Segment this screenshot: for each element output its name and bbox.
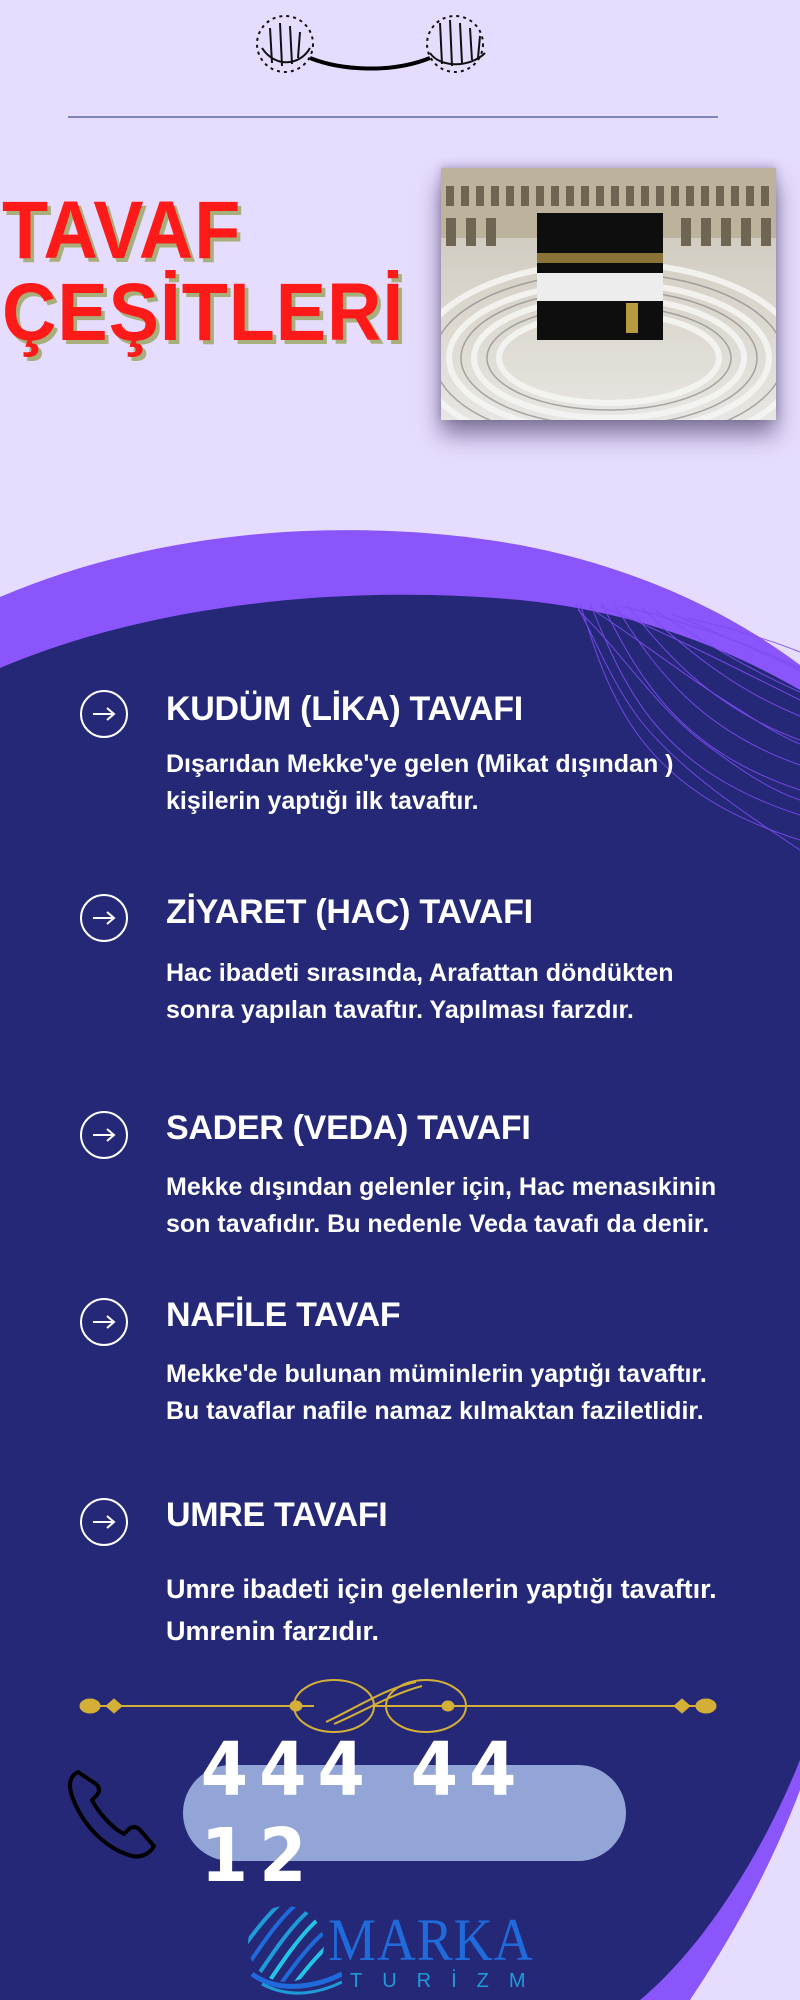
- phone-number: 444 44 12: [200, 1727, 528, 1899]
- item-title: SADER (VEDA) TAVAFI: [166, 1109, 531, 1147]
- arrow-right-circle-icon: [80, 1498, 128, 1546]
- item-description: Mekke dışından gelenler için, Hac menasıkinin son tavafıdır. Bu nedenle Veda tavafı da denir.: [166, 1173, 717, 1238]
- item-description: Dışarıdan Mekke'ye gelen (Mikat dışından ) kişilerin yaptığı ilk tavaftır.: [166, 750, 674, 815]
- brand-subtitle: TURİZM: [350, 1970, 546, 1992]
- item-title: NAFİLE TAVAF: [166, 1296, 401, 1334]
- brand-logo: [242, 1904, 546, 2000]
- arrow-right-circle-icon: [80, 1298, 128, 1346]
- phone-number-pill[interactable]: [183, 1727, 626, 1899]
- item-description: Hac ibadeti sırasında, Arafattan döndükten sonra yapılan tavaftır. Yapılması farzdır.: [166, 959, 674, 1024]
- arrow-right-circle-icon: [80, 1111, 128, 1159]
- arrow-right-circle-icon: [80, 894, 128, 942]
- globe-wave-icon: [242, 1904, 342, 2000]
- item-title: KUDÜM (LİKA) TAVAFI: [166, 690, 523, 728]
- page-title-line2: ÇEŞİTLERİ: [2, 267, 405, 358]
- gold-ornament-divider: [76, 1678, 720, 1734]
- arrow-right-circle-icon: [80, 690, 128, 738]
- calligraphy-besmele: [240, 8, 515, 80]
- kaaba-photo: [441, 168, 776, 420]
- item-description: Mekke'de bulunan müminlerin yaptığı tavaftır. Bu tavaflar nafile namaz kılmaktan faziletlidir.: [166, 1360, 707, 1425]
- header-divider: [68, 116, 718, 118]
- item-title: UMRE TAVAFI: [166, 1496, 388, 1534]
- phone-icon: [66, 1766, 160, 1860]
- brand-name: MARKA: [328, 1907, 534, 1973]
- page-title-line1: TAVAF: [2, 185, 242, 276]
- item-description: Umre ibadeti için gelenlerin yaptığı tavaftır. Umrenin farzıdır.: [166, 1574, 717, 1646]
- item-title: ZİYARET (HAC) TAVAFI: [166, 893, 533, 931]
